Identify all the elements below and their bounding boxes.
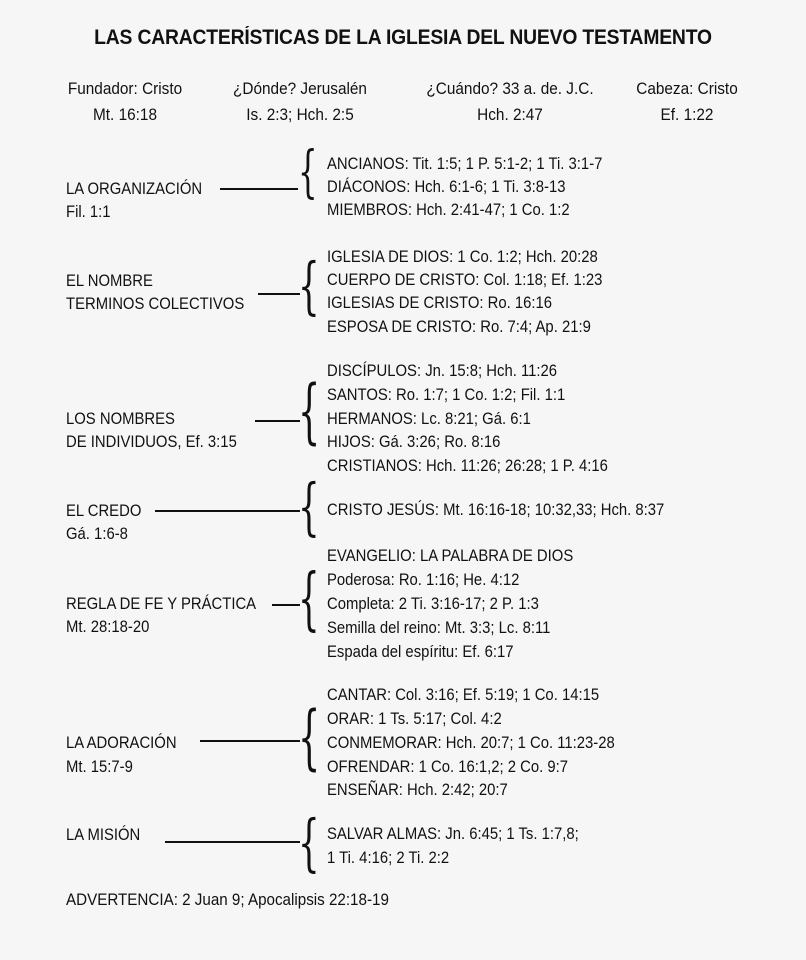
header-head-label: Cabeza: Cristo: [636, 80, 738, 98]
list-item: ORAR: 1 Ts. 5:17; Col. 4:2: [327, 710, 502, 728]
section-label-line: LA ORGANIZACIÓN: [66, 180, 203, 198]
list-item: 1 Ti. 4:16; 2 Ti. 2:2: [327, 849, 450, 867]
list-item: SALVAR ALMAS: Jn. 6:45; 1 Ts. 1:7,8;: [327, 825, 579, 843]
header-founder-ref: Mt. 16:18: [93, 106, 157, 124]
curly-brace: {: [298, 470, 320, 543]
connector-line: [255, 420, 300, 422]
section-label-line: EL CREDO: [66, 502, 142, 520]
section-label-line: LA MISIÓN: [66, 826, 141, 844]
warning-note: ADVERTENCIA: 2 Juan 9; Apocalipsis 22:18-19: [66, 891, 389, 909]
header-where-label: ¿Dónde? Jerusalén: [233, 80, 367, 98]
list-item: HERMANOS: Lc. 8:21; Gá. 6:1: [327, 410, 531, 428]
connector-line: [220, 188, 298, 190]
connector-line: [155, 510, 300, 512]
header-when-label: ¿Cuándo? 33 a. de. J.C.: [426, 80, 594, 98]
curly-brace: {: [298, 249, 320, 322]
list-item: Poderosa: Ro. 1:16; He. 4:12: [327, 571, 520, 589]
list-item: CONMEMORAR: Hch. 20:7; 1 Co. 11:23-28: [327, 734, 615, 752]
list-item: Completa: 2 Ti. 3:16-17; 2 P. 1:3: [327, 595, 539, 613]
page-title: LAS CARACTERÍSTICAS DE LA IGLESIA DEL NUEVO TESTAMENTO: [94, 26, 712, 49]
connector-line: [165, 841, 300, 843]
section-label-line: Gá. 1:6-8: [66, 525, 128, 543]
section-label-line: EL NOMBRE: [66, 272, 153, 290]
header-when-ref: Hch. 2:47: [477, 106, 543, 124]
curly-brace: {: [298, 370, 321, 452]
section-label-line: Mt. 28:18-20: [66, 618, 150, 636]
list-item: OFRENDAR: 1 Co. 16:1,2; 2 Co. 9:7: [327, 758, 569, 776]
list-item: Espada del espíritu: Ef. 6:17: [327, 643, 514, 661]
section-label-line: TERMINOS COLECTIVOS: [66, 295, 245, 313]
section-label-line: REGLA DE FE Y PRÁCTICA: [66, 595, 257, 613]
section-label-line: Mt. 15:7-9: [66, 758, 133, 776]
connector-line: [272, 604, 300, 606]
section-label-line: LA ADORACIÓN: [66, 734, 177, 752]
section-label-line: DE INDIVIDUOS, Ef. 3:15: [66, 433, 237, 451]
list-item: CUERPO DE CRISTO: Col. 1:18; Ef. 1:23: [327, 271, 603, 289]
list-item: CRISTO JESÚS: Mt. 16:16-18; 10:32,33; Hch. 8:37: [327, 501, 665, 519]
list-item: MIEMBROS: Hch. 2:41-47; 1 Co. 1:2: [327, 201, 570, 219]
curly-brace: {: [298, 806, 320, 879]
list-item: ENSEÑAR: Hch. 2:42; 20:7: [327, 781, 508, 799]
list-item: SANTOS: Ro. 1:7; 1 Co. 1:2; Fil. 1:1: [327, 386, 566, 404]
section-label-line: LOS NOMBRES: [66, 410, 175, 428]
list-item: CANTAR: Col. 3:16; Ef. 5:19; 1 Co. 14:15: [327, 686, 600, 704]
list-item: CRISTIANOS: Hch. 11:26; 26:28; 1 P. 4:16: [327, 457, 608, 475]
curly-brace: {: [298, 140, 318, 205]
section-label-line: Fil. 1:1: [66, 203, 111, 221]
list-item: DISCÍPULOS: Jn. 15:8; Hch. 11:26: [327, 362, 558, 380]
connector-line: [258, 293, 300, 295]
curly-brace: {: [298, 696, 321, 778]
header-founder-label: Fundador: Cristo: [67, 80, 183, 98]
list-item: EVANGELIO: LA PALABRA DE DIOS: [327, 547, 574, 565]
list-item: IGLESIAS DE CRISTO: Ro. 16:16: [327, 294, 553, 312]
list-item: ESPOSA DE CRISTO: Ro. 7:4; Ap. 21:9: [327, 318, 591, 336]
curly-brace: {: [298, 560, 320, 639]
header-where-ref: Is. 2:3; Hch. 2:5: [246, 106, 354, 124]
list-item: HIJOS: Gá. 3:26; Ro. 8:16: [327, 433, 501, 451]
connector-line: [200, 740, 300, 742]
header-head-ref: Ef. 1:22: [660, 106, 714, 124]
list-item: ANCIANOS: Tit. 1:5; 1 P. 5:1-2; 1 Ti. 3:1-7: [327, 155, 603, 173]
list-item: IGLESIA DE DIOS: 1 Co. 1:2; Hch. 20:28: [327, 248, 598, 266]
list-item: Semilla del reino: Mt. 3:3; Lc. 8:11: [327, 619, 551, 637]
list-item: DIÁCONOS: Hch. 6:1-6; 1 Ti. 3:8-13: [327, 178, 566, 196]
